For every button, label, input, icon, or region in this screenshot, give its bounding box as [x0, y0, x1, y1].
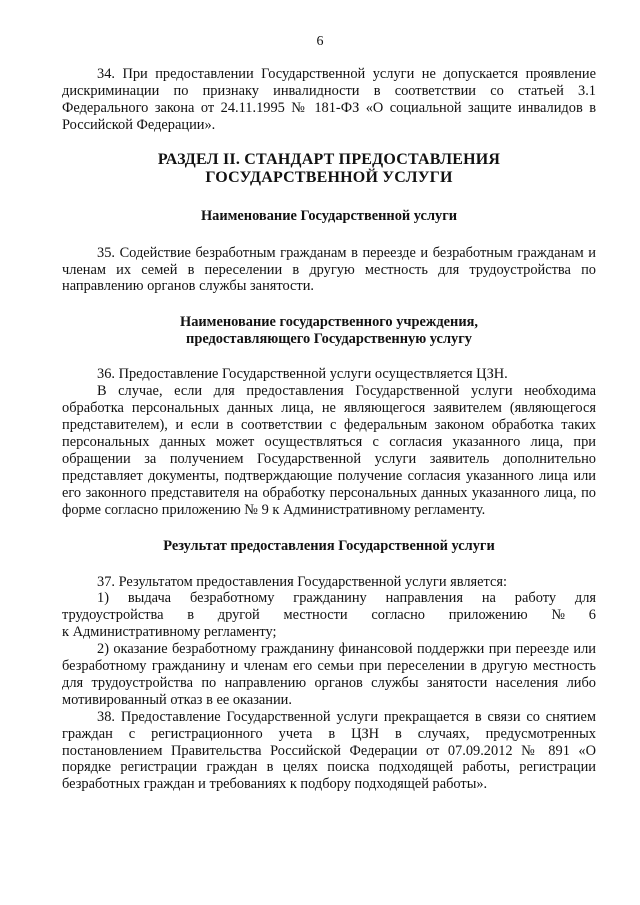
paragraph-36: 36. Предоставление Государственной услуги осуществляется ЦЗН. [97, 366, 508, 383]
word: местности [283, 607, 348, 624]
word: трудоустройства [62, 607, 164, 624]
paragraph-37: 37. Результатом предоставления Государственной услуги является: [97, 573, 508, 590]
document-body [62, 66, 596, 793]
paragraph-37-item-1-line-2 [62, 607, 596, 624]
heading-institution-line-1: Наименование государственного учреждения, [180, 314, 478, 331]
heading-service-name: Наименование Государственной услуги [200, 207, 458, 224]
word: № [551, 607, 566, 624]
paragraph-36-continuation: В случае, если для предоставления Государственной услуги необходима обработка персональных данных лица, не являющегося заявителем (являющегося представителем), и если в соответствии с федеральным законом обработка таких персональных данных может осуществляться с согласия указанного лица, при обращении за получением Государственной услуги заявитель дополнительно представляет документы, подтверждающие получение согласия указанного лица или его законного представителя на обработку персональных данных указанного лица, по форме согласно приложению № 9 к Административному регламенту. [62, 383, 596, 518]
paragraph-37-item-1-line-1: 1) выдача безработному гражданину направления на работу для [97, 590, 596, 607]
word: другой [217, 607, 260, 624]
section-title-line-2: ГОСУДАРСТВЕННОЙ УСЛУГИ [205, 168, 453, 186]
paragraph-34: 34. При предоставлении Государственной услуги не допускается проявление дискриминации по признаку инвалидности в соответствии со статьей 3.1 Федерального закона от 24.11.1995 № 181-ФЗ «О социальной защите инвалидов в Российской Федерации». [62, 66, 596, 133]
paragraph-37-item-2: 2) оказание безработному гражданину финансовой поддержки при переезде или безработному гражданину и членам его семьи при переселении в другую местность для трудоустройства по направлению органов службы занятости населения либо мотивированный отказ в ее оказании. [62, 641, 596, 708]
heading-result: Результат предоставления Государственной услуги [163, 537, 495, 554]
word: 6 [588, 607, 596, 624]
paragraph-37-item-1-line-3: к Административному регламенту; [62, 624, 277, 641]
page-number: 6 [316, 34, 324, 49]
paragraph-35: 35. Содействие безработным гражданам в переезде и безработным гражданам и членам их семей в переселении в другую местность для трудоустройства по направлению органов службы занятости. [62, 244, 596, 295]
paragraph-38: 38. Предоставление Государственной услуги прекращается в связи со снятием граждан с регистрационного учета в ЦЗН в случаях, предусмотренных постановлением Правительства Российской Федерации от 07.09.2012 № 891 «О порядке регистрации граждан в целях поиска подходящей работы, регистрации безработных граждан и требованиях к подбору подходящей работы». [62, 708, 596, 793]
word: приложению [448, 607, 528, 624]
heading-institution-line-2: предоставляющего Государственную услугу [186, 331, 472, 348]
word: в [187, 607, 195, 624]
word: согласно [371, 607, 425, 624]
section-title-line-1: РАЗДЕЛ II. СТАНДАРТ ПРЕДОСТАВЛЕНИЯ [157, 150, 501, 168]
